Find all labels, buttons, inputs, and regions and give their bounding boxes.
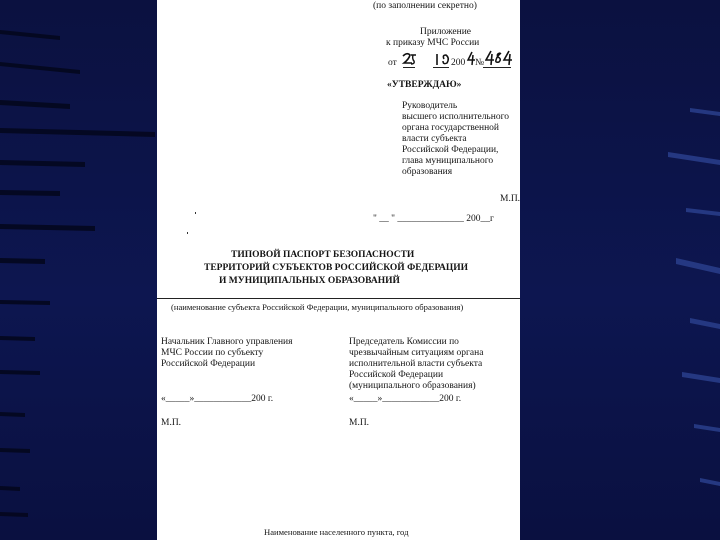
head-line: органа государственной bbox=[402, 123, 499, 133]
footer-caption: Наименование населенного пункта, год bbox=[264, 527, 409, 537]
seal-placeholder-right: М.П. bbox=[349, 418, 370, 428]
secrecy-note: (по заполнении секретно) bbox=[373, 1, 477, 11]
approval-date-line: " __ " ______________ 200__г bbox=[373, 214, 494, 224]
seal-placeholder-left: М.П. bbox=[161, 418, 182, 428]
left-signature-block bbox=[161, 337, 293, 370]
document-page bbox=[157, 0, 520, 540]
appendix-title: Приложение bbox=[420, 27, 471, 37]
right-block-line: (муниципального образования) bbox=[349, 381, 476, 391]
head-line: образования bbox=[402, 167, 453, 177]
number-prefix: № bbox=[475, 58, 485, 68]
right-block-line: исполнительной власти субъекта bbox=[349, 359, 483, 369]
right-block-line: Председатель Комиссии по bbox=[349, 337, 459, 347]
approve-heading: «УТВЕРЖДАЮ» bbox=[387, 80, 462, 90]
left-block-line: Начальник Главного управления bbox=[161, 337, 293, 347]
right-block-line: чрезвычайным ситуациям органа bbox=[349, 348, 484, 358]
head-line: Российской Федерации, bbox=[402, 145, 499, 155]
left-block-line: МЧС России по субъекту bbox=[161, 348, 264, 358]
subject-caption: (наименование субъекта Российской Федерации, муниципального образования) bbox=[171, 302, 464, 312]
left-block-line: Российской Федерации bbox=[161, 359, 256, 369]
handwritten-number bbox=[485, 50, 513, 67]
title-line-2: ТЕРРИТОРИЙ СУБЪЕКТОВ РОССИЙСКОЙ ФЕДЕРАЦИИ bbox=[204, 263, 469, 273]
date-year-prefix: 200 bbox=[451, 58, 466, 68]
right-block-line: Российской Федерации bbox=[349, 370, 444, 380]
head-line: высшего исполнительного bbox=[402, 112, 510, 122]
svg-text:25: 25 bbox=[401, 66, 402, 67]
right-date-line: «_____»____________200 г. bbox=[349, 394, 462, 404]
svg-text:4: 4 bbox=[466, 65, 467, 66]
svg-text:484: 484 bbox=[485, 66, 487, 67]
head-line: Руководитель bbox=[402, 101, 458, 111]
handwritten-month bbox=[434, 52, 452, 67]
title-line-1: ТИПОВОЙ ПАСПОРТ БЕЗОПАСНОСТИ bbox=[231, 250, 415, 260]
title-line-3: И МУНИЦИПАЛЬНЫХ ОБРАЗОВАНИЙ bbox=[219, 276, 400, 286]
date-prefix: от bbox=[388, 58, 397, 68]
head-block bbox=[402, 101, 509, 178]
svg-text:10: 10 bbox=[434, 66, 435, 67]
handwritten-year-digit bbox=[466, 51, 476, 66]
appendix-order: к приказу МЧС России bbox=[386, 38, 480, 48]
seal-placeholder-top: М.П. bbox=[500, 194, 520, 204]
handwritten-day bbox=[401, 51, 417, 67]
head-line: глава муниципального bbox=[402, 156, 494, 166]
right-signature-block bbox=[349, 337, 483, 392]
left-date-line: «_____»____________200 г. bbox=[161, 394, 274, 404]
head-line: власти субъекта bbox=[402, 134, 467, 144]
